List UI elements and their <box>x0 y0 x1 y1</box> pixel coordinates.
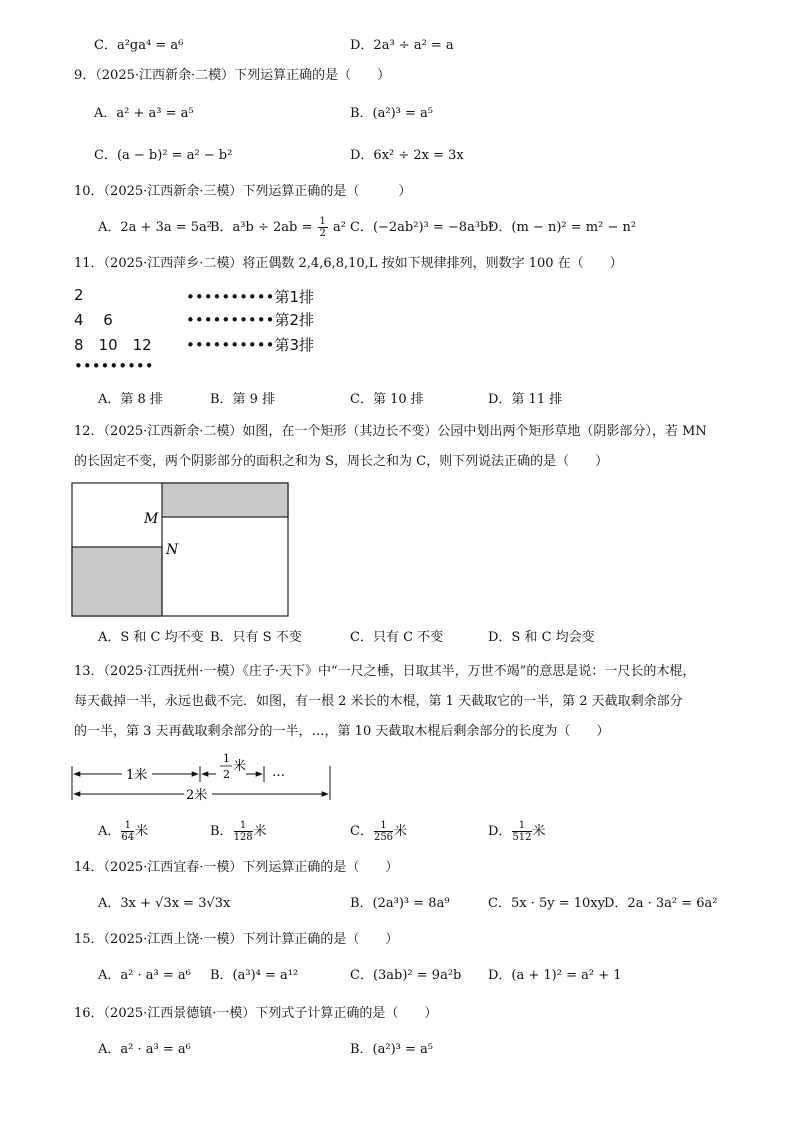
q13-option-d <box>488 820 546 843</box>
q11-row-2-numbers: 4 6 <box>74 311 113 329</box>
q11-row-3-numbers: 8 10 12 <box>74 336 152 354</box>
label-n: N <box>166 542 179 558</box>
q13-option-b-denominator: 128 <box>233 832 253 843</box>
q10-option-d: D．(m − n)² = m² − n² <box>488 220 637 235</box>
q10-option-b <box>210 216 346 239</box>
q9-stem: 9．（2025·江西新余·二模）下列运算正确的是（ ） <box>74 68 391 83</box>
q13-option-a-numerator: 1 <box>121 820 134 832</box>
q13-option-a-letter: A． <box>98 824 121 839</box>
label-m: M <box>144 511 159 527</box>
q13-option-d-letter: D． <box>488 824 512 839</box>
q13-stick-figure <box>66 752 336 804</box>
q11-row-2-label: ••••••••••第2排 <box>186 311 315 329</box>
q13-option-c-unit: 米 <box>394 824 408 839</box>
q9-option-c: C．(a − b)² = a² − b² <box>94 148 233 163</box>
q8-option-c: C．a²ga⁴ = a⁶ <box>94 38 184 53</box>
q16-stem: 16．（2025·江西景德镇·一模）下列式子计算正确的是（ ） <box>74 1006 438 1021</box>
q11-stem: 11．（2025·江西萍乡·二模）将正偶数 2,4,6,8,10,L 按如下规律排列，则数字 100 在（ ） <box>74 256 623 271</box>
q13-option-c-letter: C． <box>350 824 373 839</box>
q11-option-c: C．第 10 排 <box>350 392 424 407</box>
q14-option-a: A．3x + √3x = 3√3x <box>98 896 231 911</box>
q13-option-c-denominator: 256 <box>373 832 394 843</box>
q13-option-d-fraction <box>512 820 531 843</box>
q13-option-b-fraction <box>234 820 253 843</box>
half-denominator: 2 <box>223 768 230 781</box>
q13-option-b <box>210 820 267 843</box>
q15-option-c: C．(3ab)² = 9a²b <box>350 968 462 983</box>
q15-option-d: D．(a + 1)² = a² + 1 <box>488 968 622 983</box>
q13-stem-line-1: 13．（2025·江西抚州·一模）《庄子·天下》中“一尺之棰，日取其半，万世不竭”的意思是说：一尺长的木棍， <box>74 664 696 679</box>
q13-option-b-numerator: 1 <box>234 820 253 832</box>
q13-stem-line-2: 每天截掉一半，永远也截不完．如图，有一根 2 米长的木棍，第 1 天截取它的一半，第 2 天截取剩余部分 <box>74 694 683 709</box>
q12-rectangle-figure <box>70 482 292 620</box>
q13-option-d-denominator: 512 <box>512 832 532 843</box>
q8-option-d: D．2a³ ÷ a² = a <box>350 38 454 53</box>
q10-option-c: C．(−2ab²)³ = −8a³b⁵ <box>350 220 494 235</box>
q13-option-d-numerator: 1 <box>512 820 531 832</box>
q11-option-d: D．第 11 排 <box>488 392 563 407</box>
q12-stem-line-1: 12．（2025·江西新余·二模）如图，在一个矩形（其边长不变）公园中划出两个矩形草地（阴影部分），若 MN <box>74 424 707 439</box>
q10-option-b-numerator: 1 <box>319 216 326 227</box>
q10-stem: 10．（2025·江西新余·三模）下列运算正确的是（ ） <box>74 184 412 199</box>
shaded-grass-bottom <box>72 547 162 616</box>
q13-option-b-unit: 米 <box>253 824 267 839</box>
q13-option-c-numerator: 1 <box>374 820 393 832</box>
q15-option-b: B．(a³)⁴ = a¹² <box>210 968 299 983</box>
label-2m: 2米 <box>186 788 208 803</box>
q15-stem: 15．（2025·江西上饶·一模）下列计算正确的是（ ） <box>74 932 399 947</box>
half-numerator: 1 <box>223 752 230 765</box>
q10-option-b-rhs: a² <box>333 220 346 235</box>
q9-option-d: D．6x² ÷ 2x = 3x <box>350 148 464 163</box>
q10-option-a: A．2a + 3a = 5a² <box>98 220 212 235</box>
q13-option-c-fraction <box>374 820 393 843</box>
q12-option-d: D．S 和 C 均会变 <box>488 630 595 645</box>
q10-option-b-lhs: B．a³b ÷ 2ab = <box>210 220 313 235</box>
q13-option-a-fraction <box>121 820 134 843</box>
q14-option-d: D．2a · 3a² = 6a² <box>604 896 718 911</box>
q11-row-1-numbers: 2 <box>74 286 84 304</box>
q12-option-c: C．只有 C 不变 <box>350 630 444 645</box>
q14-stem: 14．（2025·江西宜春·一模）下列运算正确的是（ ） <box>74 860 399 875</box>
q12-option-a: A．S 和 C 均不变 <box>98 630 204 645</box>
q14-option-b: B．(2a³)³ = 8a⁹ <box>350 896 450 911</box>
q11-row-1-label: ••••••••••第1排 <box>186 288 315 306</box>
label-1m: 1米 <box>126 768 148 783</box>
ellipsis: … <box>272 765 285 780</box>
half-unit: 米 <box>233 759 247 774</box>
q12-stem-line-2: 的长固定不变，两个阴影部分的面积之和为 S，周长之和为 C，则下列说法正确的是（ ） <box>74 454 609 469</box>
q13-option-b-letter: B． <box>210 824 233 839</box>
q13-option-a <box>98 820 148 843</box>
q13-option-d-unit: 米 <box>532 824 546 839</box>
q10-option-b-denominator: 2 <box>319 228 326 239</box>
q14-option-c: C．5x · 5y = 10xy <box>488 896 605 911</box>
q13-option-a-unit: 米 <box>135 824 149 839</box>
q10-option-b-fraction <box>318 216 328 239</box>
q13-option-c <box>350 820 407 843</box>
q16-option-b: B．(a²)³ = a⁵ <box>350 1042 433 1057</box>
q16-option-a: A．a² · a³ = a⁶ <box>98 1042 191 1057</box>
q9-option-b: B．(a²)³ = a⁵ <box>350 106 433 121</box>
q13-option-a-denominator: 64 <box>121 832 135 843</box>
q11-option-b: B．第 9 排 <box>210 392 276 407</box>
q12-option-b: B．只有 S 不变 <box>210 630 302 645</box>
q13-stem-line-3: 的一半，第 3 天再截取剩余部分的一半，…，第 10 天截取木棍后剩余部分的长度为（ ） <box>74 724 610 739</box>
shaded-grass-top <box>162 483 288 517</box>
q9-option-a: A．a² + a³ = a⁵ <box>94 106 194 121</box>
q11-row-3-label: ••••••••••第3排 <box>186 336 315 354</box>
q15-option-a: A．a² · a³ = a⁶ <box>98 968 191 983</box>
q11-continuation-dots: ••••••••• <box>74 357 154 375</box>
q11-option-a: A．第 8 排 <box>98 392 163 407</box>
